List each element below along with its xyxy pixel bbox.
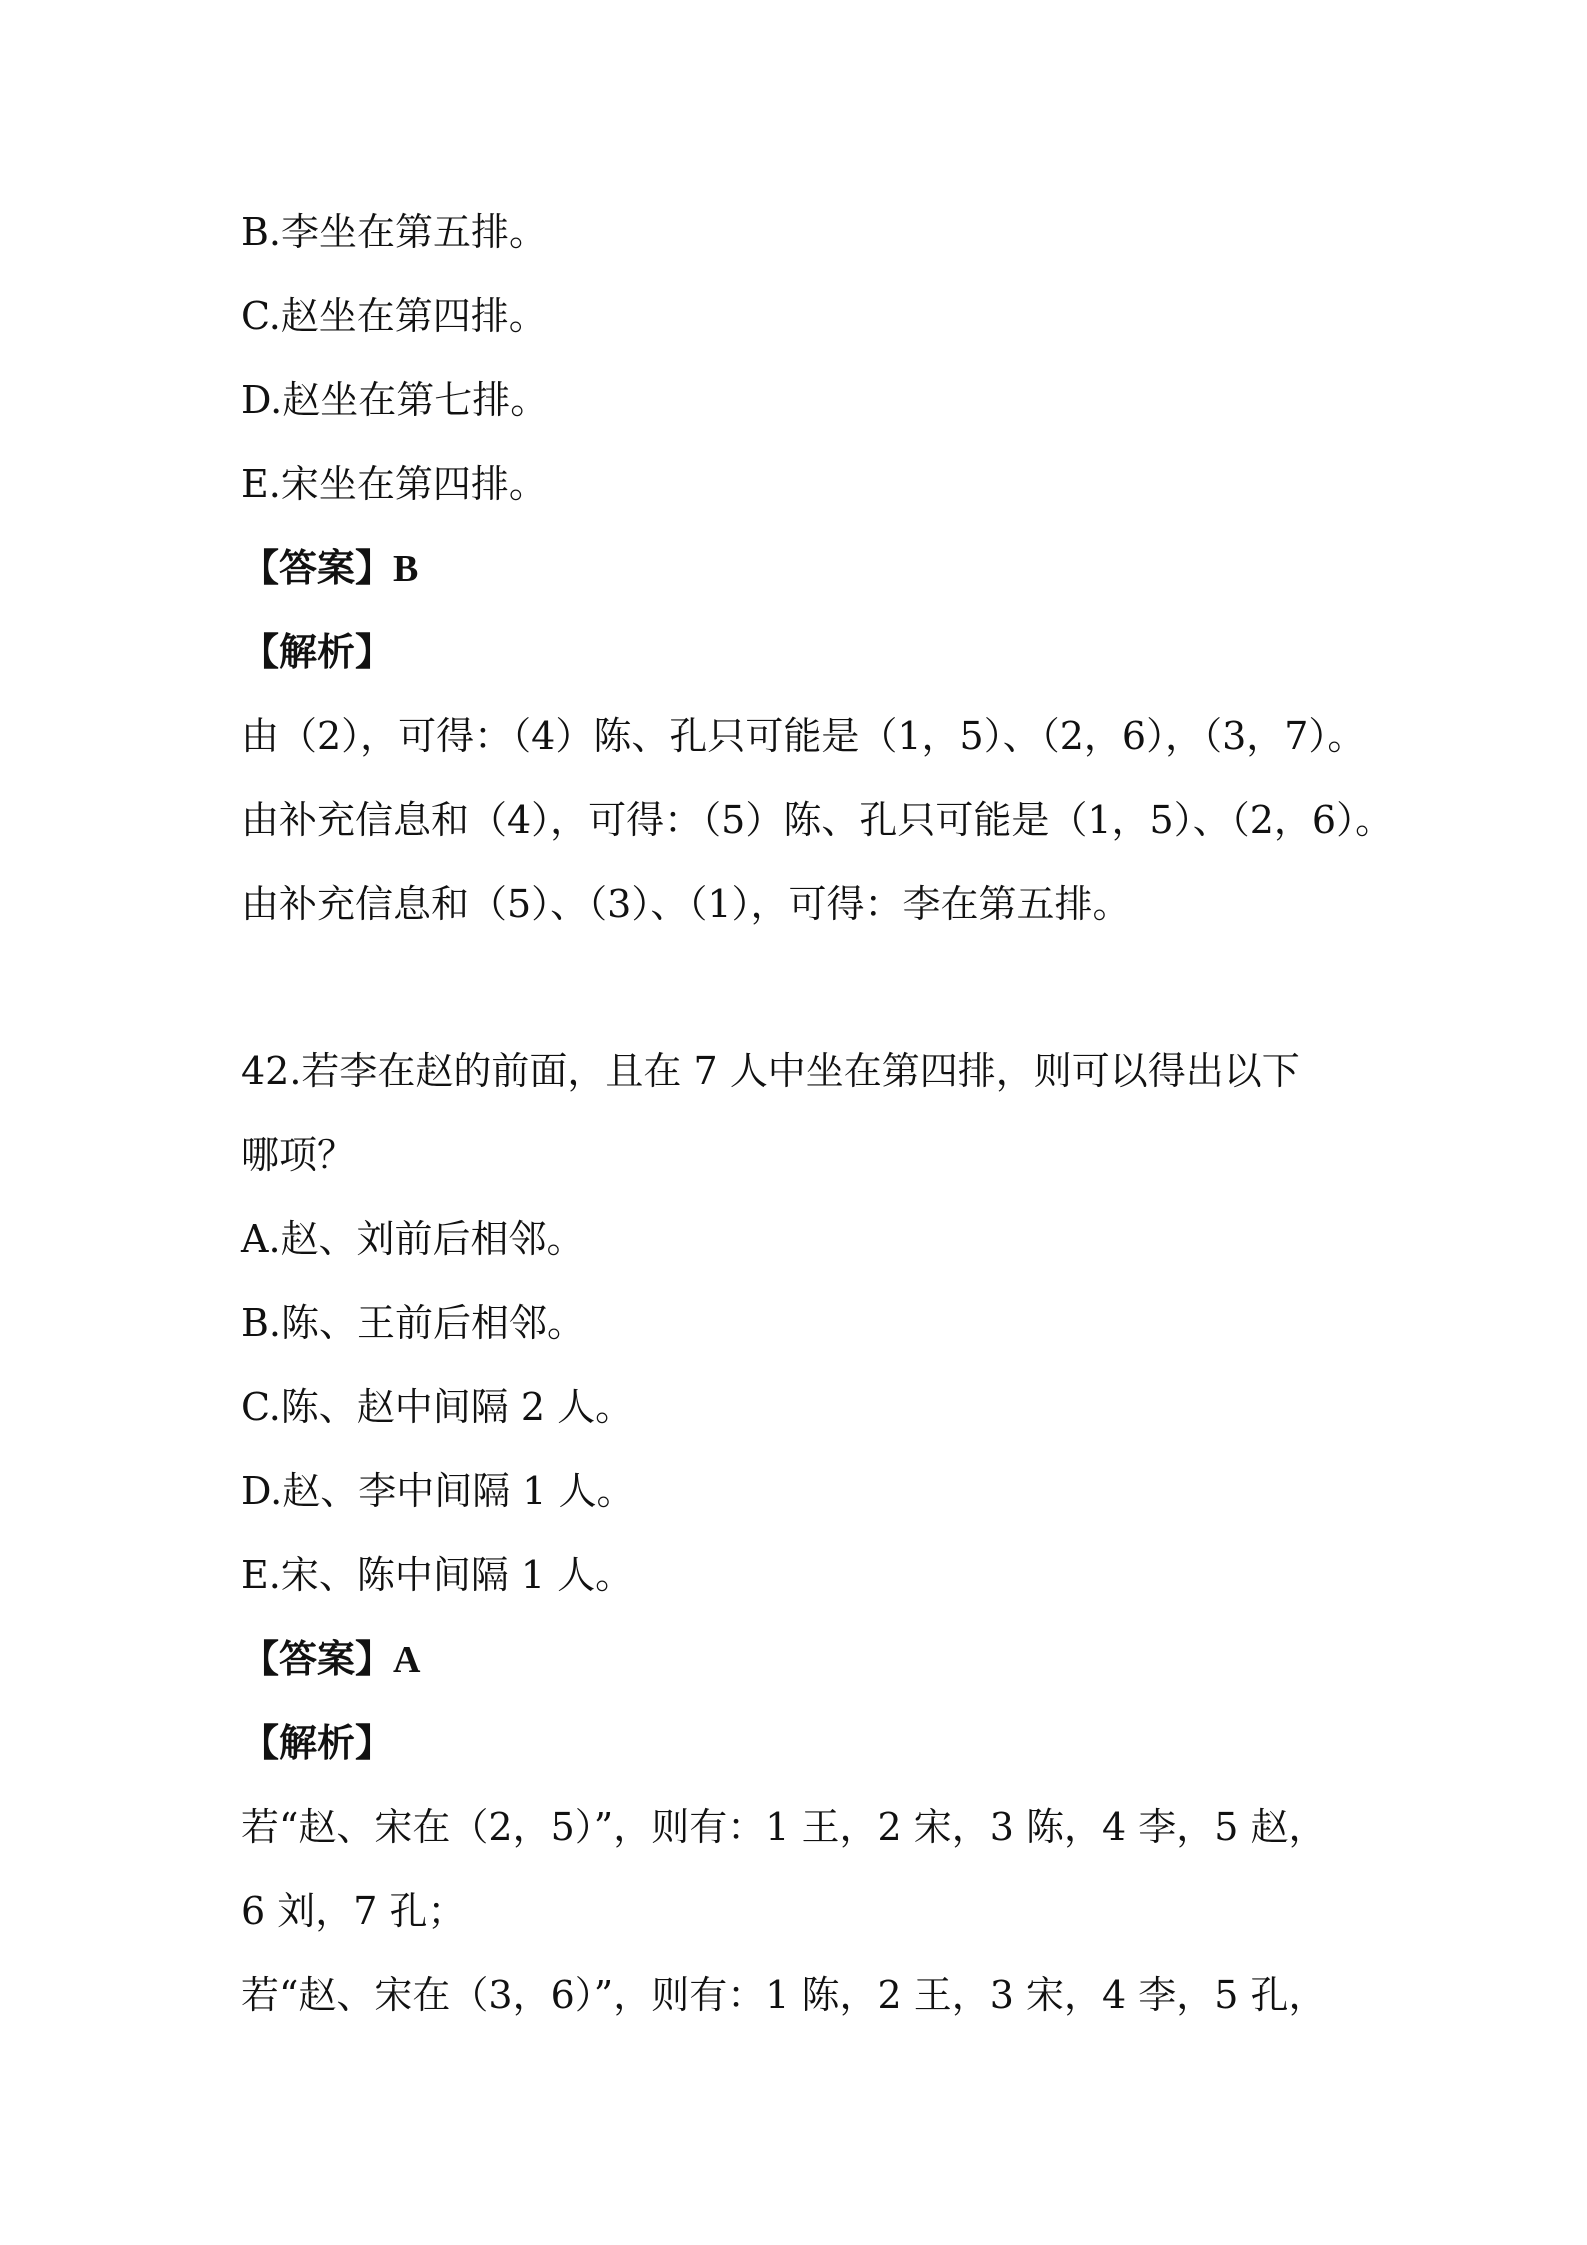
q42-option-b: B.陈、王前后相邻。 xyxy=(241,1301,586,1345)
q42-analysis-label: 【解析】 xyxy=(241,1721,394,1765)
q42-answer-value: A xyxy=(393,1639,421,1681)
q42-analysis-line-2: 6 刘，7 孔； xyxy=(241,1889,466,1933)
q41-option-c: C.赵坐在第四排。 xyxy=(241,294,547,338)
q42-option-a: A.赵、刘前后相邻。 xyxy=(241,1217,585,1261)
q41-option-e: E.宋坐在第四排。 xyxy=(241,462,547,506)
q41-option-d: D.赵坐在第七排。 xyxy=(241,378,549,422)
q42-question-line-1: 42.若李在赵的前面，且在 7 人中坐在第四排，则可以得出以下 xyxy=(241,1049,1300,1093)
q41-answer-label: 【答案】 xyxy=(241,546,394,590)
q41-option-b: B.李坐在第五排。 xyxy=(241,210,548,254)
q42-question-line-2: 哪项？ xyxy=(241,1133,356,1177)
q41-analysis-line-3: 由补充信息和（5）、（3）、（1），可得：李在第五排。 xyxy=(241,882,1131,926)
q41-analysis-line-2: 由补充信息和（4），可得：（5）陈、孔只可能是（1，5）、（2，6）。 xyxy=(241,798,1394,842)
q42-option-c: C.陈、赵中间隔 2 人。 xyxy=(241,1385,634,1429)
q42-answer xyxy=(241,1637,421,1681)
q41-analysis-line-1: 由（2），可得：（4）陈、孔只可能是（1，5）、（2，6），（3，7）。 xyxy=(241,714,1366,758)
q42-answer-label: 【答案】 xyxy=(241,1637,394,1681)
q41-answer xyxy=(241,546,419,590)
q42-analysis-line-3: 若“赵、宋在（3，6）”，则有：1 陈，2 王，3 宋，4 李，5 孔， xyxy=(241,1973,1327,2017)
q41-answer-value: B xyxy=(393,548,419,590)
q42-option-e: E.宋、陈中间隔 1 人。 xyxy=(241,1553,634,1597)
q41-analysis-label: 【解析】 xyxy=(241,630,394,674)
q42-option-d: D.赵、李中间隔 1 人。 xyxy=(241,1469,635,1513)
q42-analysis-line-1: 若“赵、宋在（2，5）”，则有：1 王，2 宋，3 陈，4 李，5 赵， xyxy=(241,1805,1327,1849)
